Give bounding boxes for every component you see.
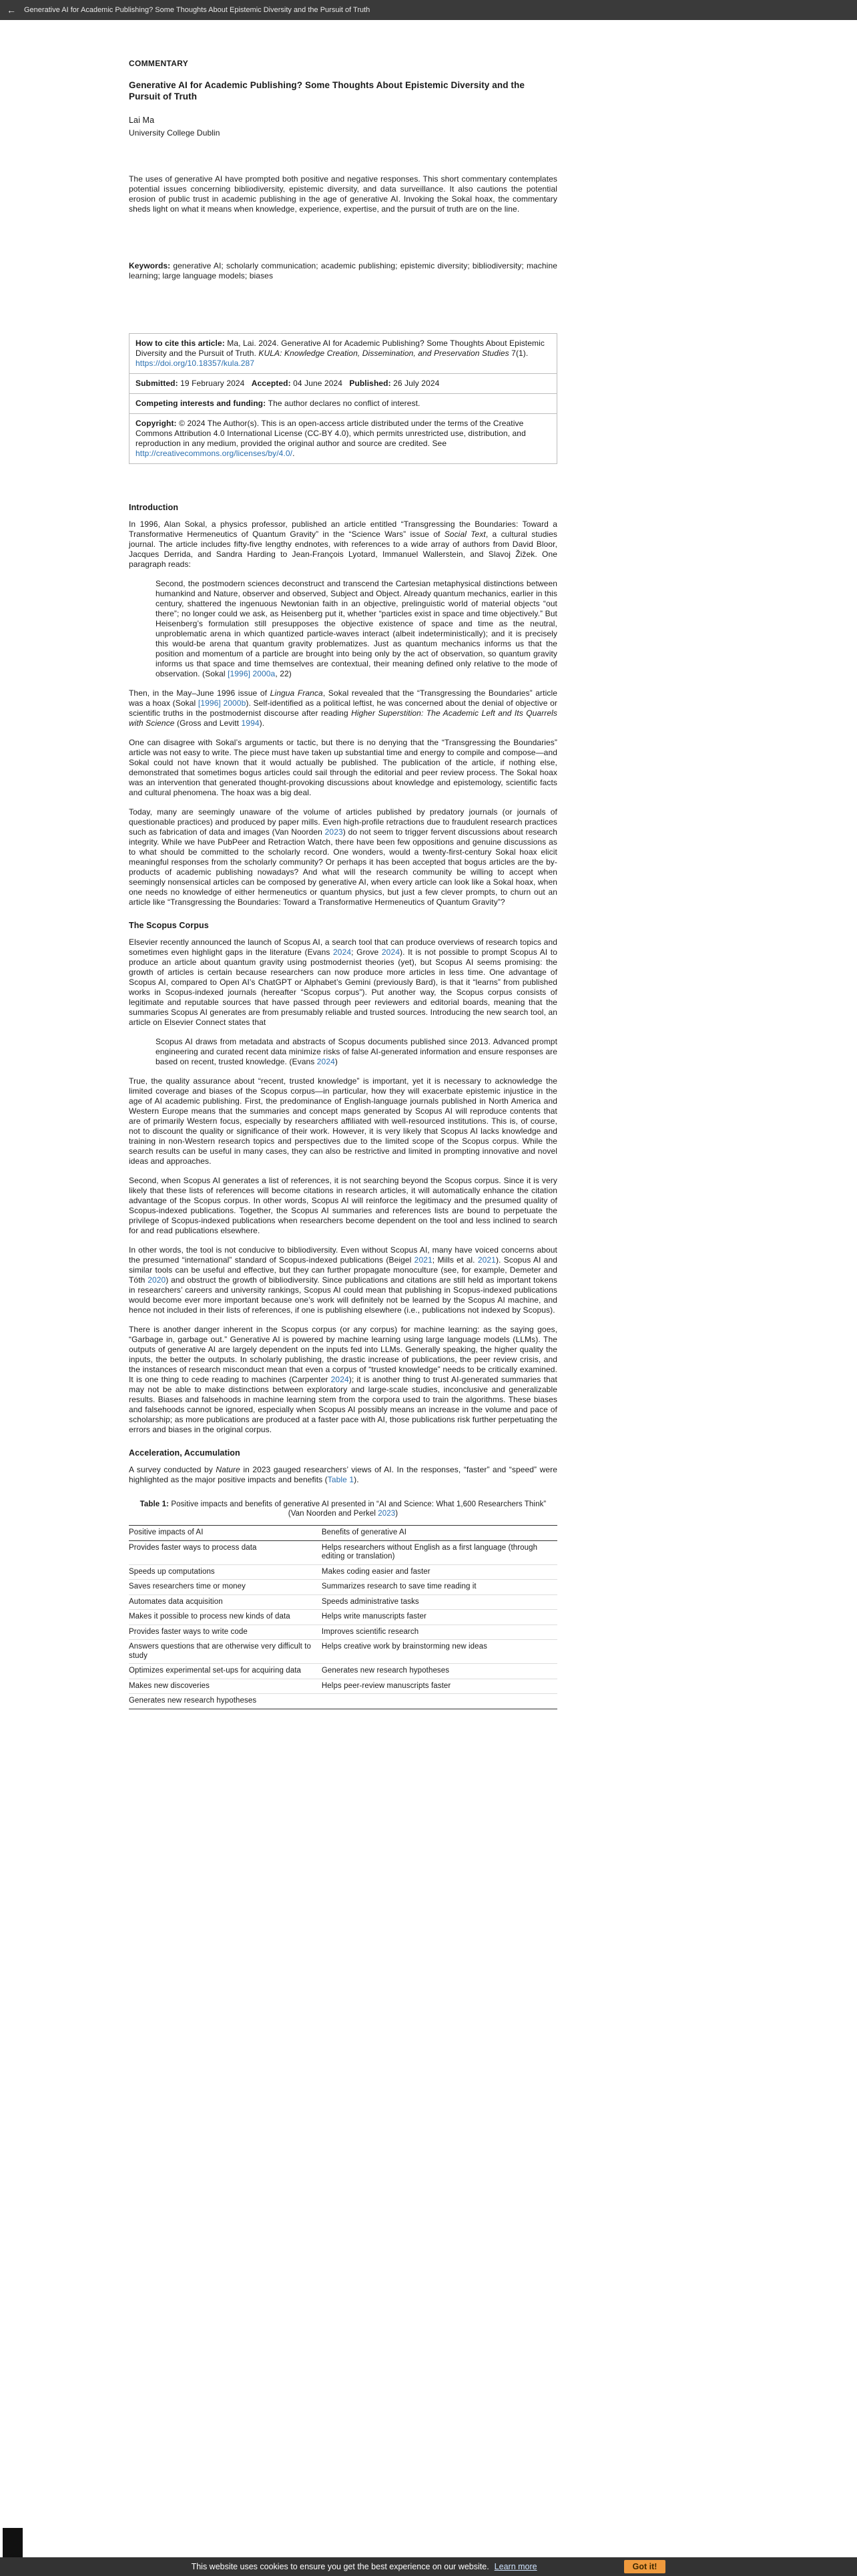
table-cell: Makes coding easier and faster (322, 1564, 557, 1580)
inline-link[interactable]: 2024 (333, 947, 352, 957)
author-name: Lai Ma (129, 116, 155, 125)
table-cell: Improves scientific research (322, 1625, 557, 1640)
metadata-cell: How to cite this article: Ma, Lai. 2024. Generative AI for Academic Publishing? Some Thoughts About Epistemic Diversity and the Pursuit of Truth. KULA: Knowledge Creation, Dissemination, and Preservation Studies 7(1). https://doi.org/10.18357/kula.287 (129, 334, 557, 374)
inline-link[interactable]: 2024 (316, 1057, 335, 1066)
inline-link[interactable]: 2023 (378, 1510, 396, 1518)
section-heading: The Scopus Corpus (129, 921, 209, 930)
inline-link[interactable]: 1994 (241, 718, 260, 728)
article-type-label: COMMENTARY (129, 59, 188, 68)
table-cell: Makes new discoveries (129, 1679, 322, 1694)
cookie-accept-button[interactable]: Got it! (624, 2560, 666, 2573)
table-row (129, 1679, 557, 1694)
block-quote: Second, the postmodern sciences deconstruct and transcend the Cartesian metaphysical distinctions between humankind and Nature, observer and observed, Subject and Object. Already quantum mechanics, earlier in this century, shattered the ingenuous Newtonian faith in an objective, prelinguistic world of material objects “out there”; no longer could we ask, as Heisenberg put it, whether “particles exist in space and time objectively.” But Heisenberg’s formulation still presupposes the objective existence of space and time as the neutral, unproblematic arena in which quantized particle-waves interact (albeit indeterministically); and it is precisely this would-be arena that quantum gravity problematizes. Just as quantum mechanics informs us that the position and momentum of a particle are brought into being only by the act of observation, so quantum gravity informs us that space and time themselves are contextual, their meaning defined only relative to the mode of observation. (Sokal [1996] 2000a, 22) (156, 579, 557, 678)
metadata-row (129, 374, 557, 394)
inline-link[interactable]: http://creativecommons.org/licenses/by/4.0/ (135, 449, 293, 458)
metadata-cell: Competing interests and funding: The author declares no conflict of interest. (129, 394, 557, 414)
table-cell: Speeds administrative tasks (322, 1594, 557, 1610)
abstract-paragraph: The uses of generative AI have prompted both positive and negative responses. This short commentary contemplates potential issues concerning bibliodiversity, epistemic diversity, and data surveillance. It also cautions the potential erosion of public trust in academic publishing in the age of generative AI. Invoking the Sokal hoax, the commentary sheds light on what it means when knowledge, experience, expertise, and the pursuit of truth are on the line. (129, 174, 557, 214)
table-cell: Generates new research hypotheses (129, 1694, 322, 1709)
inline-link[interactable]: 2020 (148, 1275, 166, 1285)
table-cell: Provides faster ways to process data (129, 1543, 257, 1552)
metadata-row (129, 334, 557, 374)
inline-link[interactable]: 2024 (381, 947, 400, 957)
table-cell: Makes it possible to process new kinds of data (129, 1610, 322, 1625)
table-cell: Generates new research hypotheses (322, 1664, 557, 1679)
inline-link[interactable]: Table 1 (327, 1475, 354, 1484)
table-header-cell: Benefits of generative AI (322, 1526, 557, 1541)
metadata-row (129, 414, 557, 464)
table-row (129, 1694, 557, 1709)
inline-link[interactable]: 2021 (477, 1255, 496, 1265)
table-header-row (129, 1526, 557, 1541)
inline-link[interactable]: [1996] 2000b (198, 698, 246, 708)
inline-link[interactable]: 2021 (414, 1255, 433, 1265)
table-row (129, 1594, 557, 1610)
paragraph: Then, in the May–June 1996 issue of Lingua Franca, Sokal revealed that the “Transgressing the Boundaries” article was a hoax (Sokal [1996] 2000b). Self-identified as a political leftist, he was concerned about the denial of objective or scientific truths in the postmodernist discourse after reading Higher Superstition: The Academic Left and Its Quarrels with Science (Gross and Levitt 1994). (129, 688, 558, 728)
learn-more-link[interactable]: Learn more (494, 2562, 537, 2571)
table-cell: Summarizes research to save time reading it (322, 1580, 557, 1595)
keywords-paragraph: Keywords: generative AI; scholarly communication; academic publishing; epistemic diversity; bibliodiversity; machine learning; large language models; biases (129, 261, 557, 280)
block-quote: Scopus AI draws from metadata and abstracts of Scopus documents published since 2013. Advanced prompt engineering and curated recent data minimize risks of false AI-generated information and ensure responses are based on recent, trusted knowledge. (Evans 2024) (156, 1037, 557, 1066)
table-cell: Helps peer-review manuscripts faster (322, 1679, 557, 1694)
paragraph: Elsevier recently announced the launch of Scopus AI, a search tool that can produce overviews of research topics and sometimes even highlight gaps in the literature (Evans 2024; Grove 2024). It is not possible to prompt Scopus AI to produce an article about quantum gravity using postmodernist theories (yet), but Scopus AI seems promising: the growth of articles is certain because researchers can now produce more articles in less time. One advantage of Scopus AI, compared to Open AI’s ChatGPT or Alphabet’s Gemini (previously Bard), is that it “learns” from published works in Scopus-indexed journals (hereafter “Scopus corpus”). Put another way, the Scopus corpus consists of legitimate and reputable sources that have passed through peer reviewers and editorial boards, meaning that the summaries Scopus AI generates are from presumably reliable and trusted sources. Introducing the new search tool, an article on Elsevier Connect states that (129, 937, 558, 1027)
table-cell: Saves researchers time or money (129, 1580, 322, 1595)
metadata-cell: Submitted: 19 February 2024 Accepted: 04 June 2024 Published: 26 July 2024 (129, 374, 557, 394)
inline-link[interactable]: 2024 (330, 1375, 349, 1384)
table-cell: Automates data acquisition (129, 1594, 322, 1610)
table-row (129, 1580, 557, 1595)
table-cell: Speeds up computations (129, 1564, 322, 1580)
article-body (129, 503, 557, 1709)
table-header-cell: Positive impacts of AI (129, 1526, 322, 1541)
impacts-benefits-table (129, 1525, 557, 1709)
author-affiliation: University College Dublin (129, 128, 220, 138)
inline-link[interactable]: [1996] 2000a (228, 669, 276, 678)
paragraph: A survey conducted by Nature in 2023 gauged researchers’ views of AI. In the responses, “faster” and “speed” were highlighted as the major positive impacts and benefits (Table 1). (129, 1465, 558, 1484)
table-row (129, 1640, 557, 1664)
paragraph: There is another danger inherent in the Scopus corpus (or any corpus) for machine learning: as the saying goes, “Garbage in, garbage out.” Generative AI is powered by machine learning using large language models (LLMs). The outputs of generative AI are largely dependent on the inputs fed into LLMs. Generally speaking, the higher quality the inputs, the better the outputs. In scholarly publishing, the drastic increase of publications, the peer review crisis, and the instances of research misconduct mean that even a corpus of “trusted knowledge” needs to be critically examined. It is one thing to cede reading to machines (Carpenter 2024); it is another thing to trust AI-generated summaries that may not be able to make distinctions between exploratory and large-scale studies, inconclusive and generalizable results. Biases and falsehoods in machine learning stem from the corpora used to train the algorithms. These biases and falsehoods cannot be ignored, especially when Scopus AI possibly means an increase in the volume and pace of scholarship; as more publications are produced at a faster pace with AI, those publications risk further perpetuating the errors and biases in the original corpus. (129, 1325, 557, 1434)
table-row (129, 1610, 557, 1625)
paragraph: One can disagree with Sokal’s arguments or tactic, but there is no denying that the “Transgressing the Boundaries” article was not easy to write. The piece must have taken up substantial time and energy to compile and compose—and Sokal could not have known that it would actually be published. The publication of the article, if nothing else, demonstrated that sometimes bogus articles could sail through the editorial and peer review process. The Sokal hoax was an intervention that generated thought-provoking discussions about knowledge and epistemology, scientific facts and cultural phenomena. The hoax was a big deal. (129, 738, 557, 797)
inline-link[interactable]: https://doi.org/10.18357/kula.287 (135, 359, 255, 368)
top-bar (0, 0, 857, 20)
table-row (129, 1664, 557, 1679)
paragraph: Second, when Scopus AI generates a list of references, it is not searching beyond the Scopus corpus. Since it is very likely that these lists of references will become citations in research articles, it will automatically enhance the citation advantage of the Scopus corpus. In other words, Scopus AI will reinforce the legitimacy and the presumed quality of Scopus-indexed publications. Together, the Scopus AI summaries and references lists are bound to perpetuate the privilege of Scopus-indexed publications when researchers become dependent on the tool and less inclined to search for and read publications elsewhere. (129, 1176, 557, 1235)
article-content-column (129, 59, 557, 1709)
table-row (129, 1540, 557, 1564)
table-cell: Answers questions that are otherwise very difficult to study (129, 1640, 322, 1664)
table-row (129, 1564, 557, 1580)
article-title: Generative AI for Academic Publishing? Some Thoughts About Epistemic Diversity and the Pursuit of Truth (129, 80, 525, 101)
metadata-row (129, 394, 557, 414)
table-cell: Helps researchers without English as a first language (through editing or translation) (321, 1543, 538, 1560)
article-page (0, 20, 857, 1709)
bottom-left-widget[interactable] (3, 2528, 23, 2557)
paragraph: In other words, the tool is not conducive to bibliodiversity. Even without Scopus AI, many have voiced concerns about the presumed “international” standard of Scopus-indexed publications (Beigel 2021; Mills et al. 2021). Scopus AI and similar tools can be useful and effective, but they can further propagate monoculture (see, for example, Demeter and Tóth 2020) and obstruct the growth of bibliodiversity. Since publications and citations are still held as important tokens in researchers’ careers and university rankings, Scopus AI could mean that publishing in Scopus-indexed publications would become ever more important because one’s work will definitely not be learned by the Scopus AI machine, and hence not included in their lists of references, if one is publishing elsewhere (i.e., publications not indexed by Scopus). (129, 1245, 557, 1315)
paragraph: In 1996, Alan Sokal, a physics professor, published an article entitled “Transgressing the Boundaries: Toward a Transformative Hermeneutics of Quantum Gravity” in the “Science Wars” issue of Social Text, a cultural studies journal. The article includes fifty-five lengthy endnotes, with references to a wide array of authors from David Bloor, Jacques Derrida, and Sandra Harding to Jean-François Lyotard, Immanuel Wallerstein, and Slavoj Žižek. One paragraph reads: (129, 519, 558, 569)
table-cell: Helps creative work by brainstorming new ideas (322, 1640, 557, 1664)
inline-link[interactable]: 2023 (324, 827, 343, 837)
table-cell: Provides faster ways to write code (129, 1625, 322, 1640)
table-row (129, 1625, 557, 1640)
back-arrow-icon[interactable]: ← (7, 5, 16, 15)
section-heading: Acceleration, Accumulation (129, 1448, 240, 1458)
table-cell: Helps write manuscripts faster (322, 1610, 557, 1625)
section-heading: Introduction (129, 503, 179, 512)
table-cell: Optimizes experimental set-ups for acquiring data (129, 1664, 322, 1679)
metadata-cell: Copyright: © 2024 The Author(s). This is an open-access article distributed under the terms of the Creative Commons Attribution 4.0 International License (CC-BY 4.0), which permits unrestricted use, distribution, and reproduction in any medium, provided the original author and source are credited. See http://creativecommons.org/licenses/by/4.0/. (129, 414, 557, 464)
paragraph: True, the quality assurance about “recent, trusted knowledge” is important, yet it is necessary to acknowledge the limited coverage and biases of the Scopus corpus—in particular, how they will exacerbate epistemic injustice in the age of AI academic publishing. First, the predominance of English-language journals published in North America and Western Europe means that the summaries and concept maps generated by Scopus AI will reproduce contents that are of primarily Western focus, especially by researchers affiliated with well-resourced institutions. This is, of course, not to discount the quality or significance of their work. However, it is very likely that Scopus AI lacks knowledge and training in non-Western research topics and perspectives due to the limited scope of the Scopus corpus. While the search results can be useful in many cases, they can also be restrictive and limited in prompting innovative and novel ideas and approaches. (129, 1076, 557, 1166)
table-cell (322, 1694, 557, 1709)
cookie-banner (0, 2557, 857, 2576)
window-title: Generative AI for Academic Publishing? Some Thoughts About Epistemic Diversity and the Pursuit of Truth (24, 6, 370, 14)
citation-metadata-box (129, 333, 557, 464)
table-caption: Table 1: Positive impacts and benefits of generative AI presented in “AI and Science: What 1,600 Researchers Think” (Van Noorden and Perkel 2023) (139, 1500, 547, 1518)
paragraph: Today, many are seemingly unaware of the volume of articles published by predatory journals (or journals of questionable practices) and produced by paper mills. Even high-profile retractions due to fraudulent research practices such as fabrication of data and images (Van Noorden 2023) do not seem to trigger fervent discussions about research integrity. While we have PubPeer and Retraction Watch, there have been few oppositions and genuine discussions as to what should be committed to the scholarly record. One wonders, would a twenty-first-century Sokal hoax elicit meaningful responses from the scholarly community? Or perhaps it has been accepted that bogus articles are the by-products of academic publishing nowadays? And what will the research community be willing to accept when seemingly nonsensical articles can be composed by generative AI, when every article can look like a Sokal hoax, when one needs no knowledge of either hermeneutics or quantum physics, but just a few clever prompts, to churn out an article like “Transgressing the Boundaries: Toward a Transformative Hermeneutics of Quantum Gravity”? (129, 807, 557, 907)
cookie-message: This website uses cookies to ensure you get the best experience on our website. (191, 2562, 489, 2571)
